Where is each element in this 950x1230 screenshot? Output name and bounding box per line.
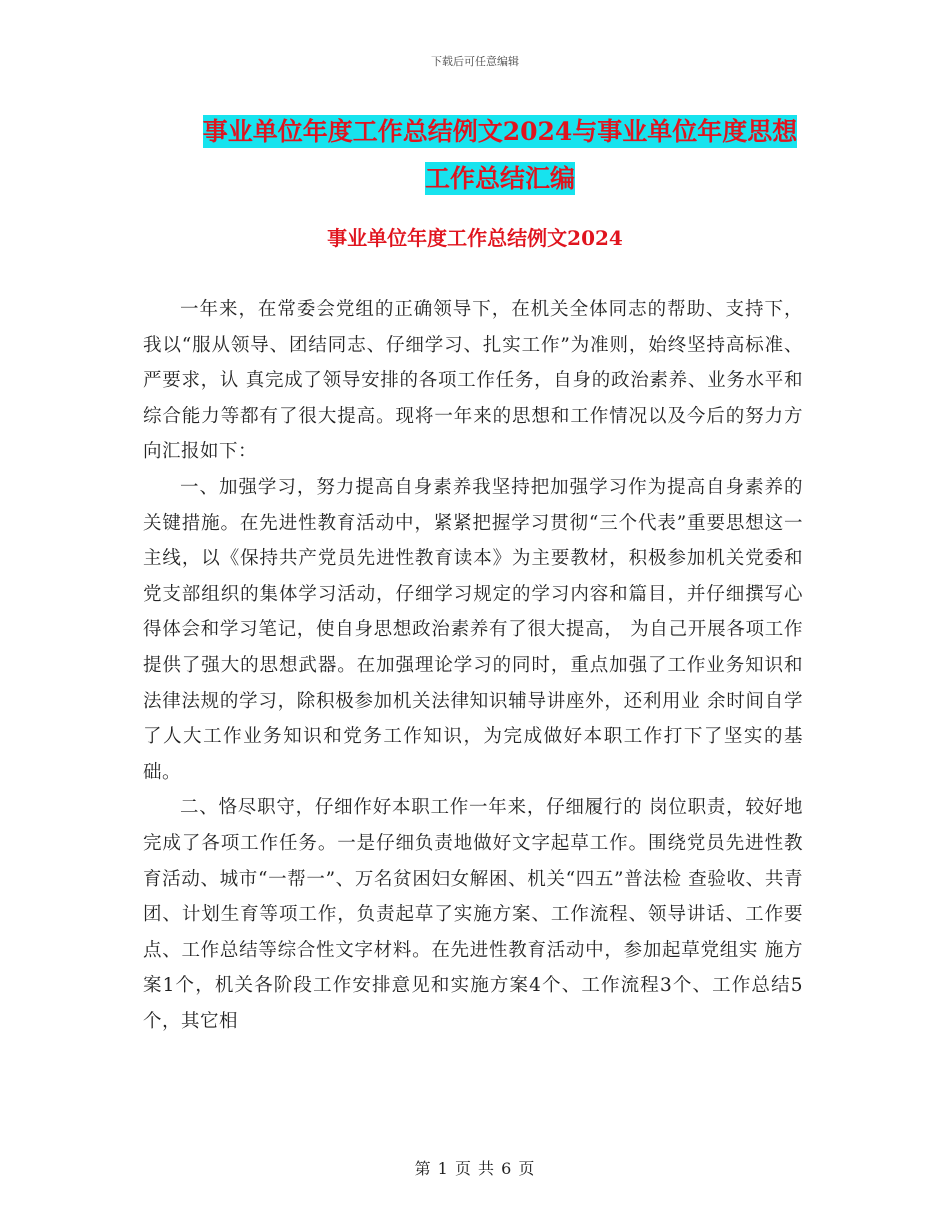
page-footer-number: 第 1 页 共 6 页 — [414, 1159, 536, 1178]
document-body — [143, 292, 803, 1039]
main-title-line-2: 工作总结汇编 — [424, 164, 575, 193]
main-title-line-1: 事业单位年度工作总结例文2024与事业单位年度思想 — [202, 117, 798, 146]
page-header-note: 下载后可任意编辑 — [431, 55, 519, 68]
body-paragraph-1: 一年来，在常委会党组的正确领导下，在机关全体同志的帮助、支持下，我以“服从领导、团结同志、仔细学习、扎实工作”为准则，始终坚持高标准、严要求，认 真完成了领导安排的各项工作任务，自身的政治素养、业务水平和综合能力等都有了很大提高。现将一年来的思想和工作情况以及今后的努力方向汇报如下： — [143, 299, 803, 463]
body-paragraph-2: 一、加强学习，努力提高自身素养我坚持把加强学习作为提高自身素养的关键措施。在先进性教育活动中，紧紧把握学习贯彻“三个代表”重要思想这一主线，以《保持共产党员先进性教育读本》为主要教材，积极参加机关党委和党支部组织的集体学习活动，仔细学习规定的学习内容和篇目，并仔细撰写心得体会和学习笔记，使自身思想政治素养有了很大提高， 为自己开展各项工作提供了强大的思想武器。在加强理论学习的同时，重点加强了工作业务知识和法律法规的学习，除积极参加机关法律知识辅导讲座外，还利用业 余时间自学了人大工作业务知识和党务工作知识，为完成做好本职工作打下了坚实的基础。 — [143, 476, 803, 783]
document-main-title — [140, 108, 860, 202]
body-paragraph-3: 二、恪尽职守，仔细作好本职工作一年来，仔细履行的 岗位职责，较好地完成了各项工作任务。一是仔细负责地做好文字起草工作。围绕党员先进性教育活动、城市“一帮一”、万名贫困妇女解困、机关“四五”普法检 查验收、共青团、计划生育等项工作，负责起草了实施方案、工作流程、领导讲话、工作要点、工作总结等综合性文字材料。在先进性教育活动中，参加起草党组实 施方案1个，机关各阶段工作安排意见和实施方案4个、工作流程3个、工作总结5个，其它相 — [143, 797, 803, 1032]
section-title: 事业单位年度工作总结例文2024 — [327, 226, 623, 250]
